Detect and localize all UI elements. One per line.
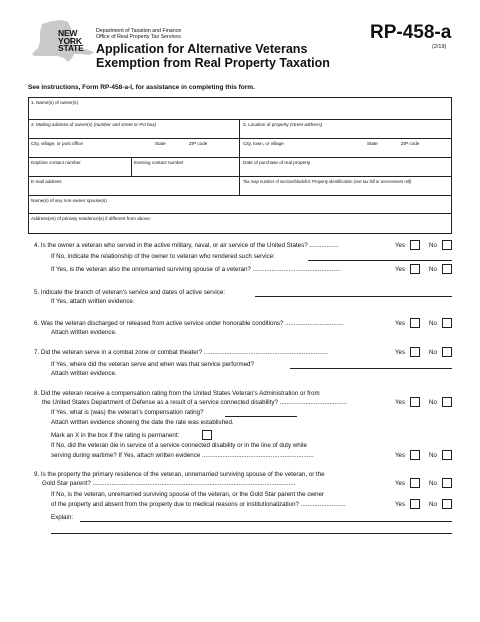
question-8g: serving during wartime? If Yes, attach written evidence ................................................................. xyxy=(51,452,314,459)
mailing-address-hint: (number and street or PO box) xyxy=(93,122,157,127)
q4b-no-checkbox[interactable] xyxy=(442,264,452,274)
primary-residence-label: Address(es) of primary residence(s) if different from above: xyxy=(31,216,151,221)
state-label-2: State xyxy=(367,141,378,146)
q9-yes-label: Yes xyxy=(395,480,406,487)
q8-yes-checkbox[interactable] xyxy=(410,397,420,407)
form-title-line-2: Exemption from Real Property Taxation xyxy=(96,56,330,70)
q4-no-checkbox[interactable] xyxy=(442,240,452,250)
q8g-yes-checkbox[interactable] xyxy=(410,450,420,460)
question-5: 5. Indicate the branch of veteran's service and dates of active service: xyxy=(34,289,226,296)
q7-yes-checkbox[interactable] xyxy=(410,347,420,357)
q5-answer-line[interactable] xyxy=(255,296,452,297)
question-4: 4. Is the owner a veteran who served in the active military, naval, or air service of the United States? ................. xyxy=(34,242,339,249)
q9-yes-checkbox[interactable] xyxy=(410,478,420,488)
city-po-label: City, village, or post office xyxy=(31,141,83,146)
daytime-contact-label: Daytime contact number xyxy=(31,160,81,165)
logo-line-3: STATE xyxy=(58,43,84,53)
date-purchase-label: Date of purchase of real property xyxy=(243,160,311,165)
city-town-village-label: City, town, or village xyxy=(243,141,284,146)
q9d-no-checkbox[interactable] xyxy=(442,499,452,509)
form-number: RP-458-a xyxy=(370,22,452,43)
department-name: Department of Taxation and Finance xyxy=(96,28,182,34)
q7a-answer-line[interactable] xyxy=(290,368,452,369)
zip-label-2: ZIP code xyxy=(401,141,420,146)
q9d-yes-checkbox[interactable] xyxy=(410,499,420,509)
q6-yes-checkbox[interactable] xyxy=(410,318,420,328)
q4b-no-label: No xyxy=(429,266,437,273)
non-owner-spouse-field[interactable] xyxy=(29,204,450,212)
q8-no-checkbox[interactable] xyxy=(442,397,452,407)
question-8d: Attach written evidence showing the date the rate was established. xyxy=(51,419,234,426)
logo-line-1: NEW xyxy=(58,28,78,38)
mailing-address-text: 2. Mailing address of owner(s) xyxy=(31,122,93,127)
question-4a xyxy=(51,253,275,261)
city-town-village-field[interactable] xyxy=(240,147,450,156)
q8c-answer-line[interactable] xyxy=(225,416,297,417)
question-7b: Attach written evidence. xyxy=(51,370,117,377)
question-5a: If Yes, attach written evidence. xyxy=(51,298,135,305)
question-6a: Attach written evidence. xyxy=(51,329,117,336)
q8g-no-checkbox[interactable] xyxy=(442,450,452,460)
q7-no-label: No xyxy=(429,349,437,356)
q8g-yes-label: Yes xyxy=(395,452,406,459)
state-label-1: State xyxy=(155,141,166,146)
mailing-address-field[interactable] xyxy=(29,128,238,137)
zip-label-1: ZIP code xyxy=(189,141,208,146)
question-7a: If Yes, where did the veteran serve and when was that service performed? xyxy=(51,361,254,368)
q8-no-label: No xyxy=(429,399,437,406)
property-location-hint: (street address) xyxy=(290,122,323,127)
q4-yes-checkbox[interactable] xyxy=(410,240,420,250)
q8-yes-label: Yes xyxy=(395,399,406,406)
q4b-yes-checkbox[interactable] xyxy=(410,264,420,274)
question-8e: Mark an X in the box if the rating is permanent: xyxy=(51,432,180,439)
q6-yes-label: Yes xyxy=(395,320,406,327)
q6-no-checkbox[interactable] xyxy=(442,318,452,328)
q4a-answer-line[interactable] xyxy=(308,260,452,261)
tax-map-hint: (see tax bill or assessment roll) xyxy=(353,179,412,184)
question-8b: the United States Department of Defense as a result of a service connected disability? ....................................... xyxy=(42,399,347,406)
logo-text xyxy=(58,30,84,53)
q9d-yes-label: Yes xyxy=(395,501,406,508)
q9d-no-label: No xyxy=(429,501,437,508)
q4-yes-label: Yes xyxy=(395,242,406,249)
q9e-answer-line-2[interactable] xyxy=(51,533,452,534)
email-label: E-mail address xyxy=(31,179,62,184)
primary-residence-field[interactable] xyxy=(29,222,450,232)
owner-names-field[interactable] xyxy=(29,106,450,118)
question-9c: If No, is the veteran, unremarried surviving spouse of the veteran, or the Gold Star parent the owner xyxy=(51,491,325,498)
form-title-line-1: Application for Alternative Veterans xyxy=(96,42,308,56)
email-field[interactable] xyxy=(29,185,238,194)
question-9: 9. Is the property the primary residence of the veteran, unremarried surviving spouse of the veteran, or the xyxy=(34,471,325,478)
instructions-note: See instructions, Form RP-458-a-I, for assistance in completing this form. xyxy=(28,84,255,91)
date-purchase-field[interactable] xyxy=(240,166,450,175)
q7-no-checkbox[interactable] xyxy=(442,347,452,357)
q4a-text: If No, indicate the relationship of the owner to veteran who rendered such service: xyxy=(51,253,275,260)
evening-contact-label: Evening contact number xyxy=(134,160,184,165)
evening-contact-field[interactable] xyxy=(132,166,238,175)
question-4b: If Yes, is the veteran also the unremarried surviving spouse of a veteran? ................................................... xyxy=(51,266,341,273)
q9-no-label: No xyxy=(429,480,437,487)
question-8f: If No, did the veteran die in service of a service connected disability or in the line of duty while xyxy=(51,442,307,449)
daytime-contact-field[interactable] xyxy=(29,166,130,175)
question-9e: Explain: xyxy=(51,514,74,521)
form-revision: (2/19) xyxy=(432,44,447,50)
non-owner-spouse-label: Name(s) of any non-owner spouse(s) xyxy=(31,198,107,203)
question-9d: of the property and absent from the property due to medical reasons or institutionalization? .......................... xyxy=(51,501,346,508)
q6-no-label: No xyxy=(429,320,437,327)
property-location-text: 3. Location of property xyxy=(243,122,289,127)
question-6: 6. Was the veteran discharged or released from active service under honorable conditions? .................................. xyxy=(34,320,344,327)
q9e-answer-line-1[interactable] xyxy=(80,521,452,522)
q9-no-checkbox[interactable] xyxy=(442,478,452,488)
question-9b: Gold Star parent? ...................................................................................................................... xyxy=(42,480,296,487)
q4-no-label: No xyxy=(429,242,437,249)
city-po-field[interactable] xyxy=(29,147,238,156)
property-location-field[interactable] xyxy=(240,128,450,137)
question-8: 8. Did the veteran receive a compensation rating from the United States Veteran's Administration or from xyxy=(34,390,320,397)
tax-map-text: Tax map number of section/block/lot: Property identification xyxy=(243,179,353,184)
q4b-yes-label: Yes xyxy=(395,266,406,273)
question-8c: If Yes, what is (was) the veteran's compensation rating? xyxy=(51,409,204,416)
tax-map-field[interactable] xyxy=(240,185,450,194)
q8-permanent-checkbox[interactable] xyxy=(202,430,212,440)
logo-line-2: YORK xyxy=(58,35,82,46)
office-name: Office of Real Property Tax Services xyxy=(96,34,181,40)
q7-yes-label: Yes xyxy=(395,349,406,356)
question-7: 7. Did the veteran serve in a combat zone or combat theater? ........................................................................ xyxy=(34,349,328,356)
owner-names-label: 1. Name(s) of owner(s) xyxy=(31,100,78,105)
q8g-no-label: No xyxy=(429,452,437,459)
